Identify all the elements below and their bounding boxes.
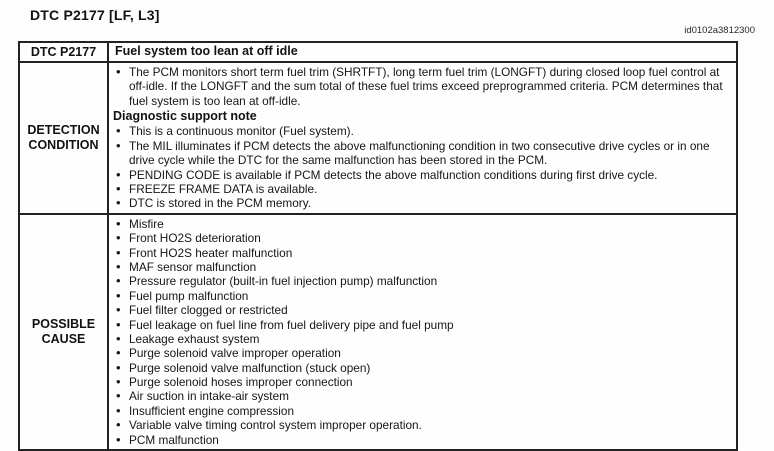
detection-label-line1: DETECTION	[27, 122, 100, 137]
detection-condition-content	[109, 63, 736, 213]
possible-cause-content	[109, 215, 736, 449]
list-item: • PCM malfunction	[113, 433, 728, 447]
detection-intro-bullet-list	[113, 65, 728, 108]
detection-label-line2: CONDITION	[28, 137, 99, 152]
doc-id: id0102a3812300	[684, 25, 755, 36]
list-item: • The MIL illuminates if PCM detects the above malfunctioning condition in two consecutive drive cycles or in one drive cycle while the DTC for the same malfunction has been stored in the PCM.	[113, 139, 728, 168]
list-item: • Variable valve timing control system improper operation.	[113, 418, 728, 432]
possible-cause-row	[20, 213, 736, 449]
dtc-description: Fuel system too lean at off idle	[115, 44, 298, 59]
detection-condition-row	[20, 61, 736, 213]
list-item: • Front HO2S heater malfunction	[113, 246, 728, 260]
list-item: • Purge solenoid hoses improper connection	[113, 375, 728, 389]
table-header-row	[20, 43, 736, 61]
possible-cause-label	[20, 215, 109, 449]
dtc-table	[18, 41, 738, 451]
list-item: • Misfire	[113, 217, 728, 231]
list-item: • Fuel pump malfunction	[113, 289, 728, 303]
list-item: • Insufficient engine compression	[113, 404, 728, 418]
list-item: • Purge solenoid valve malfunction (stuck open)	[113, 361, 728, 375]
detection-note-bullet-list	[113, 124, 728, 210]
list-item: • Fuel filter clogged or restricted	[113, 303, 728, 317]
page-title: DTC P2177 [LF, L3]	[30, 7, 160, 23]
cause-bullet-list	[113, 217, 728, 447]
dtc-description-cell	[109, 43, 736, 61]
list-item: • This is a continuous monitor (Fuel system).	[113, 124, 728, 138]
list-item: • Pressure regulator (built-in fuel injection pump) malfunction	[113, 274, 728, 288]
list-item: • FREEZE FRAME DATA is available.	[113, 182, 728, 196]
diagnostic-support-note-heading: Diagnostic support note	[113, 109, 257, 124]
list-item: • DTC is stored in the PCM memory.	[113, 196, 728, 210]
list-item: • Leakage exhaust system	[113, 332, 728, 346]
possible-cause-label-line2: CAUSE	[41, 331, 86, 346]
list-item: • Air suction in intake-air system	[113, 389, 728, 403]
list-item: • Fuel leakage on fuel line from fuel delivery pipe and fuel pump	[113, 318, 728, 332]
list-item: • Front HO2S deterioration	[113, 231, 728, 245]
dtc-code-cell: DTC P2177	[20, 43, 109, 61]
list-item: • Purge solenoid valve improper operation	[113, 346, 728, 360]
detection-condition-label	[20, 63, 109, 213]
list-item: • MAF sensor malfunction	[113, 260, 728, 274]
list-item: • PENDING CODE is available if PCM detects the above malfunction conditions during first drive cycle.	[113, 168, 728, 182]
list-item: • The PCM monitors short term fuel trim (SHRTFT), long term fuel trim (LONGFT) during closed loop fuel control at off-idle. If the LONGFT and the sum total of these fuel trims exceed preprogrammed criteria. PCM determines that fuel system is too lean at off-idle.	[113, 65, 728, 108]
possible-cause-label-line1: POSSIBLE	[31, 316, 96, 331]
